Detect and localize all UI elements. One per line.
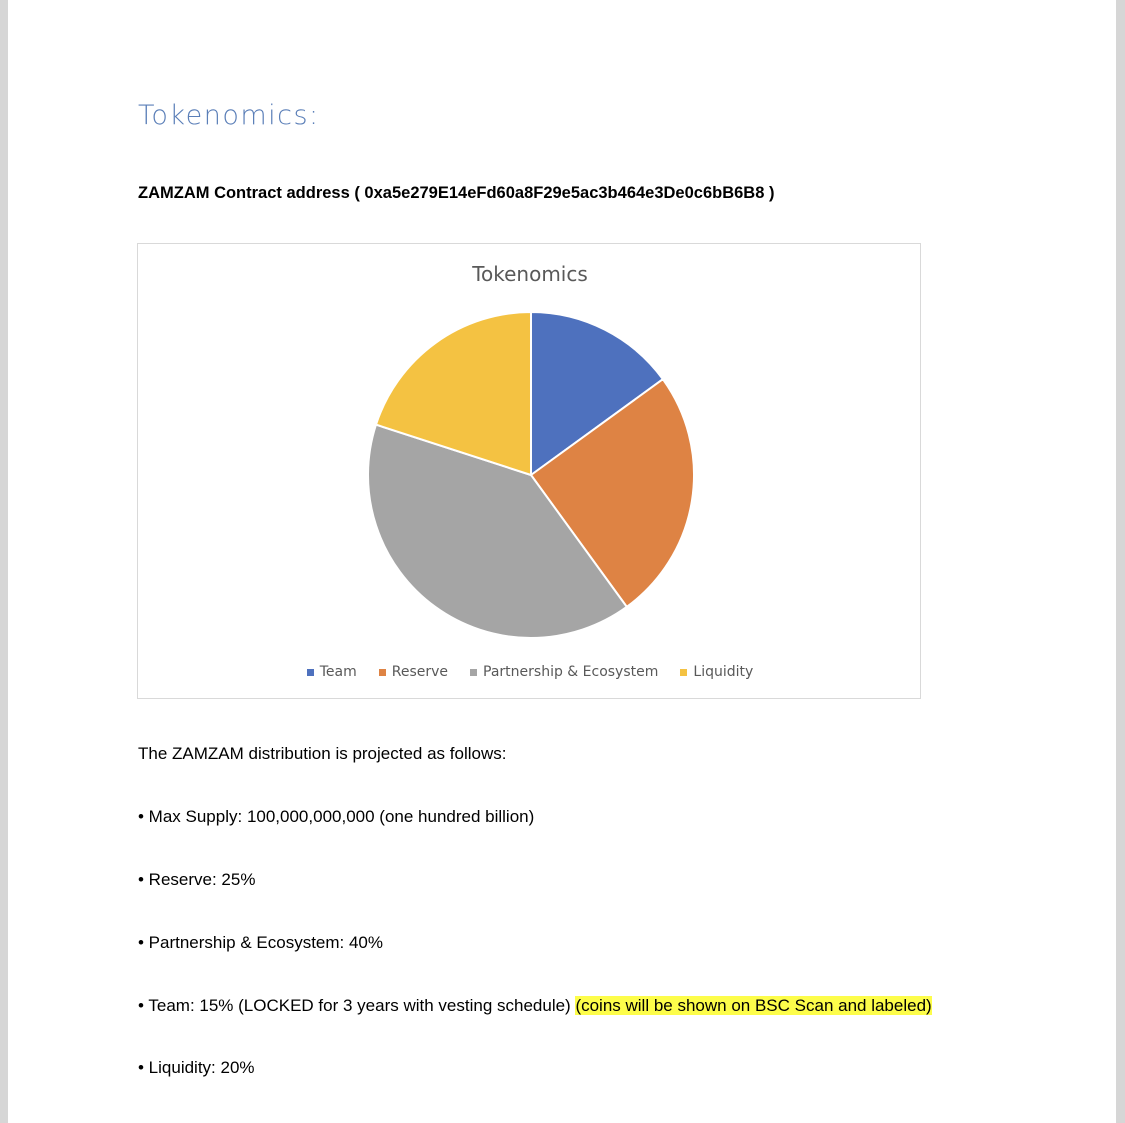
page-edge-right bbox=[1116, 0, 1125, 1123]
legend-swatch-team bbox=[307, 669, 314, 676]
page-title: Tokenomics: bbox=[138, 100, 320, 131]
legend-swatch-reserve bbox=[379, 669, 386, 676]
bullet-team-text: • Team: 15% (LOCKED for 3 years with vesting schedule) bbox=[138, 996, 576, 1015]
legend-label-reserve: Reserve bbox=[391, 664, 449, 680]
chart-title: Tokenomics bbox=[472, 262, 588, 286]
legend-label-liquidity: Liquidity bbox=[693, 664, 754, 680]
contract-address-line: ZAMZAM Contract address ( 0xa5e279E14eFd60a8F29e5ac3b464e3De0c6bB6B8 ) bbox=[138, 184, 775, 202]
bullet-reserve: • Reserve: 25% bbox=[138, 870, 256, 889]
page-edge-left bbox=[0, 0, 8, 1123]
bullet-max-supply: • Max Supply: 100,000,000,000 (one hundred billion) bbox=[138, 807, 535, 826]
bullet-team bbox=[138, 996, 932, 1016]
chart-legend bbox=[138, 664, 922, 680]
legend-item-team bbox=[307, 664, 357, 680]
legend-label-partnership: Partnership & Ecosystem bbox=[483, 664, 659, 680]
legend-item-reserve bbox=[379, 664, 448, 680]
bullet-partnership: • Partnership & Ecosystem: 40% bbox=[138, 933, 383, 952]
legend-swatch-partnership bbox=[470, 669, 477, 676]
bullet-liquidity: • Liquidity: 20% bbox=[138, 1058, 255, 1077]
legend-swatch-liquidity bbox=[680, 669, 687, 676]
pie-chart bbox=[138, 244, 922, 700]
tokenomics-chart bbox=[137, 243, 921, 699]
team-note-highlighted: (coins will be shown on BSC Scan and labeled) bbox=[575, 996, 932, 1015]
distribution-intro: The ZAMZAM distribution is projected as follows: bbox=[138, 744, 507, 763]
legend-label-team: Team bbox=[319, 664, 357, 680]
legend-item-partnership bbox=[470, 664, 658, 680]
legend-item-liquidity bbox=[680, 664, 753, 680]
